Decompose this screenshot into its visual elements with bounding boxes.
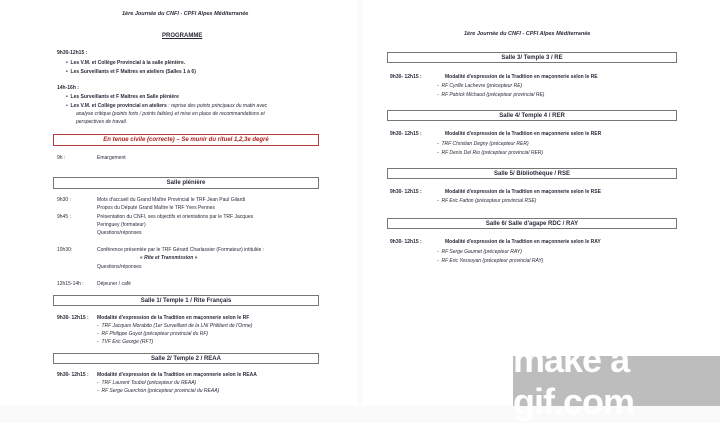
session-time: 9h30- 12h15 : [57, 315, 89, 321]
schedule-text: Conférence présentée par le TRF Gérard Charlassier (Formateur) intitulée : [97, 247, 265, 253]
speaker-item: - TRF Laurent Toubol (précepteur du REAA) [97, 380, 197, 386]
speaker-item: - TRF Christian Degny (précepteur RER) [437, 141, 529, 147]
makeagif-watermark[interactable]: make a gif.com [513, 356, 720, 406]
speaker-item: - TVF Eric George (RFT) [97, 339, 154, 345]
schedule-time: 9h45 : [57, 214, 71, 220]
session-time: 9h30- 12h15 : [390, 189, 422, 195]
speaker-item: - RF Serge Gaumet (précepteur RAY) [437, 249, 522, 255]
speaker-item: - RF Philippe Guyot (précepteur provincial du RF) [97, 331, 209, 337]
session-topic: Modalité d'expression de la Tradition en maçonnerie selon le RAY [445, 239, 601, 245]
session-time: 9h30- 12h15 : [390, 74, 422, 80]
morning-time: 9h30-12h15 : [57, 50, 88, 56]
session-topic: Modalité d'expression de la Tradition en maçonnerie selon le RE [445, 74, 598, 80]
speaker-item: - RF Denis Del Rio (précepteur provincial RER) [437, 150, 544, 156]
afternoon-item-line: analyse critique (points forts / points faibles) et mise en place de recommandations et [76, 111, 265, 117]
session-time: 9h30- 12h15 : [390, 239, 422, 245]
schedule-time: 10h30: [57, 247, 73, 253]
schedule-text: Emargement [97, 155, 126, 161]
session-time: 9h30- 12h15 : [57, 372, 89, 378]
schedule-text: Propos du Député Grand Maître le TRF Yves Pennes [97, 205, 215, 211]
schedule-time: 9h30 : [57, 197, 71, 203]
schedule-text: Peringuey (formateur) [97, 222, 146, 228]
session-topic: Modalité d'expression de la Tradition en maçonnerie selon le REAA [97, 372, 257, 378]
salle1-heading: Salle 1/ Temple 1 / Rite Français [53, 295, 319, 306]
salle5-heading: Salle 5/ Bibliothèque / RSE [387, 168, 677, 179]
speaker-item: - RF Patrick Michaud (précepteur provincial RE) [437, 92, 545, 98]
salle-pleniere-heading: Salle plénière [53, 177, 319, 189]
afternoon-time: 14h-16h : [57, 85, 79, 91]
speaker-item: - RF Cyrille Lachevre (précepteur RE) [437, 83, 523, 89]
afternoon-item-line: perspectives de travail. [76, 119, 128, 125]
session-time: 9h30- 12h15 : [390, 131, 422, 137]
schedule-text: Questions/réponses [97, 264, 142, 270]
session-topic: Modalité d'expression de la Tradition en maçonnerie selon le RER [445, 131, 602, 137]
schedule-text: Mots d'accueil du Grand Maître Provincial le TRF Jean Paul Gilardi [97, 197, 246, 203]
salle3-heading: Salle 3/ Temple 3 / RE [387, 52, 677, 63]
session-topic: Modalité d'expression de la Tradition en maçonnerie selon le RSE [445, 189, 601, 195]
programme-title: PROGRAMME [162, 33, 203, 39]
schedule-time: 12h15-14h : [57, 281, 84, 287]
afternoon-item: • Les V.M. et Collège provincial en ateliers : reprise des points principaux du matin avec [66, 103, 268, 109]
dress-code-banner: En tenue civile (correcte) – Se munir du rituel 1,2,3e degré [53, 134, 319, 146]
morning-item: • Les Surveillants et F Maîtres en ateliers (Salles 1 à 6) [66, 69, 196, 75]
schedule-text: Questions/réponses [97, 230, 142, 236]
schedule-text: Déjeuner / café [97, 281, 131, 287]
speaker-item: - RF Serge Guerchon (précepteur provincial du REAA) [97, 388, 220, 394]
speaker-item: - RF Eric Yessoyan (précepteur provincial RAY) [437, 258, 544, 264]
salle6-heading: Salle 6/ Salle d'agape RDC / RAY [387, 218, 677, 229]
salle2-heading: Salle 2/ Temple 2 / REAA [53, 353, 319, 364]
afternoon-item: • Les Surveillants et F Maîtres en Salle plénière [66, 94, 179, 100]
salle4-heading: Salle 4/ Temple 4 / RER [387, 110, 677, 121]
morning-item: • Les V.M. et Collège Provincial à la salle plénière. [66, 60, 186, 66]
header-title: 1ère Journée du CNFI - CPFI Alpes Méditerranée [464, 31, 591, 37]
left-page [0, 0, 358, 406]
speaker-item: - TRF Jacques Morabito (1er Surveillant de la LNI Philibert de l'Orme) [97, 323, 253, 329]
schedule-time: 9h : [57, 155, 66, 161]
schedule-text: « Rite et Transmission » [140, 255, 198, 261]
schedule-text: Présentation du CNFI, ses objectifs et orientations par le TRF Jacques [97, 214, 254, 220]
session-topic: Modalité d'expression de la Tradition en maçonnerie selon le RF [97, 315, 250, 321]
header-title: 1ère Journée du CNFI - CPFI Alpes Méditerranée [122, 11, 249, 17]
speaker-item: - RF Eric Fatton (précepteur provincial RSE) [437, 198, 537, 204]
